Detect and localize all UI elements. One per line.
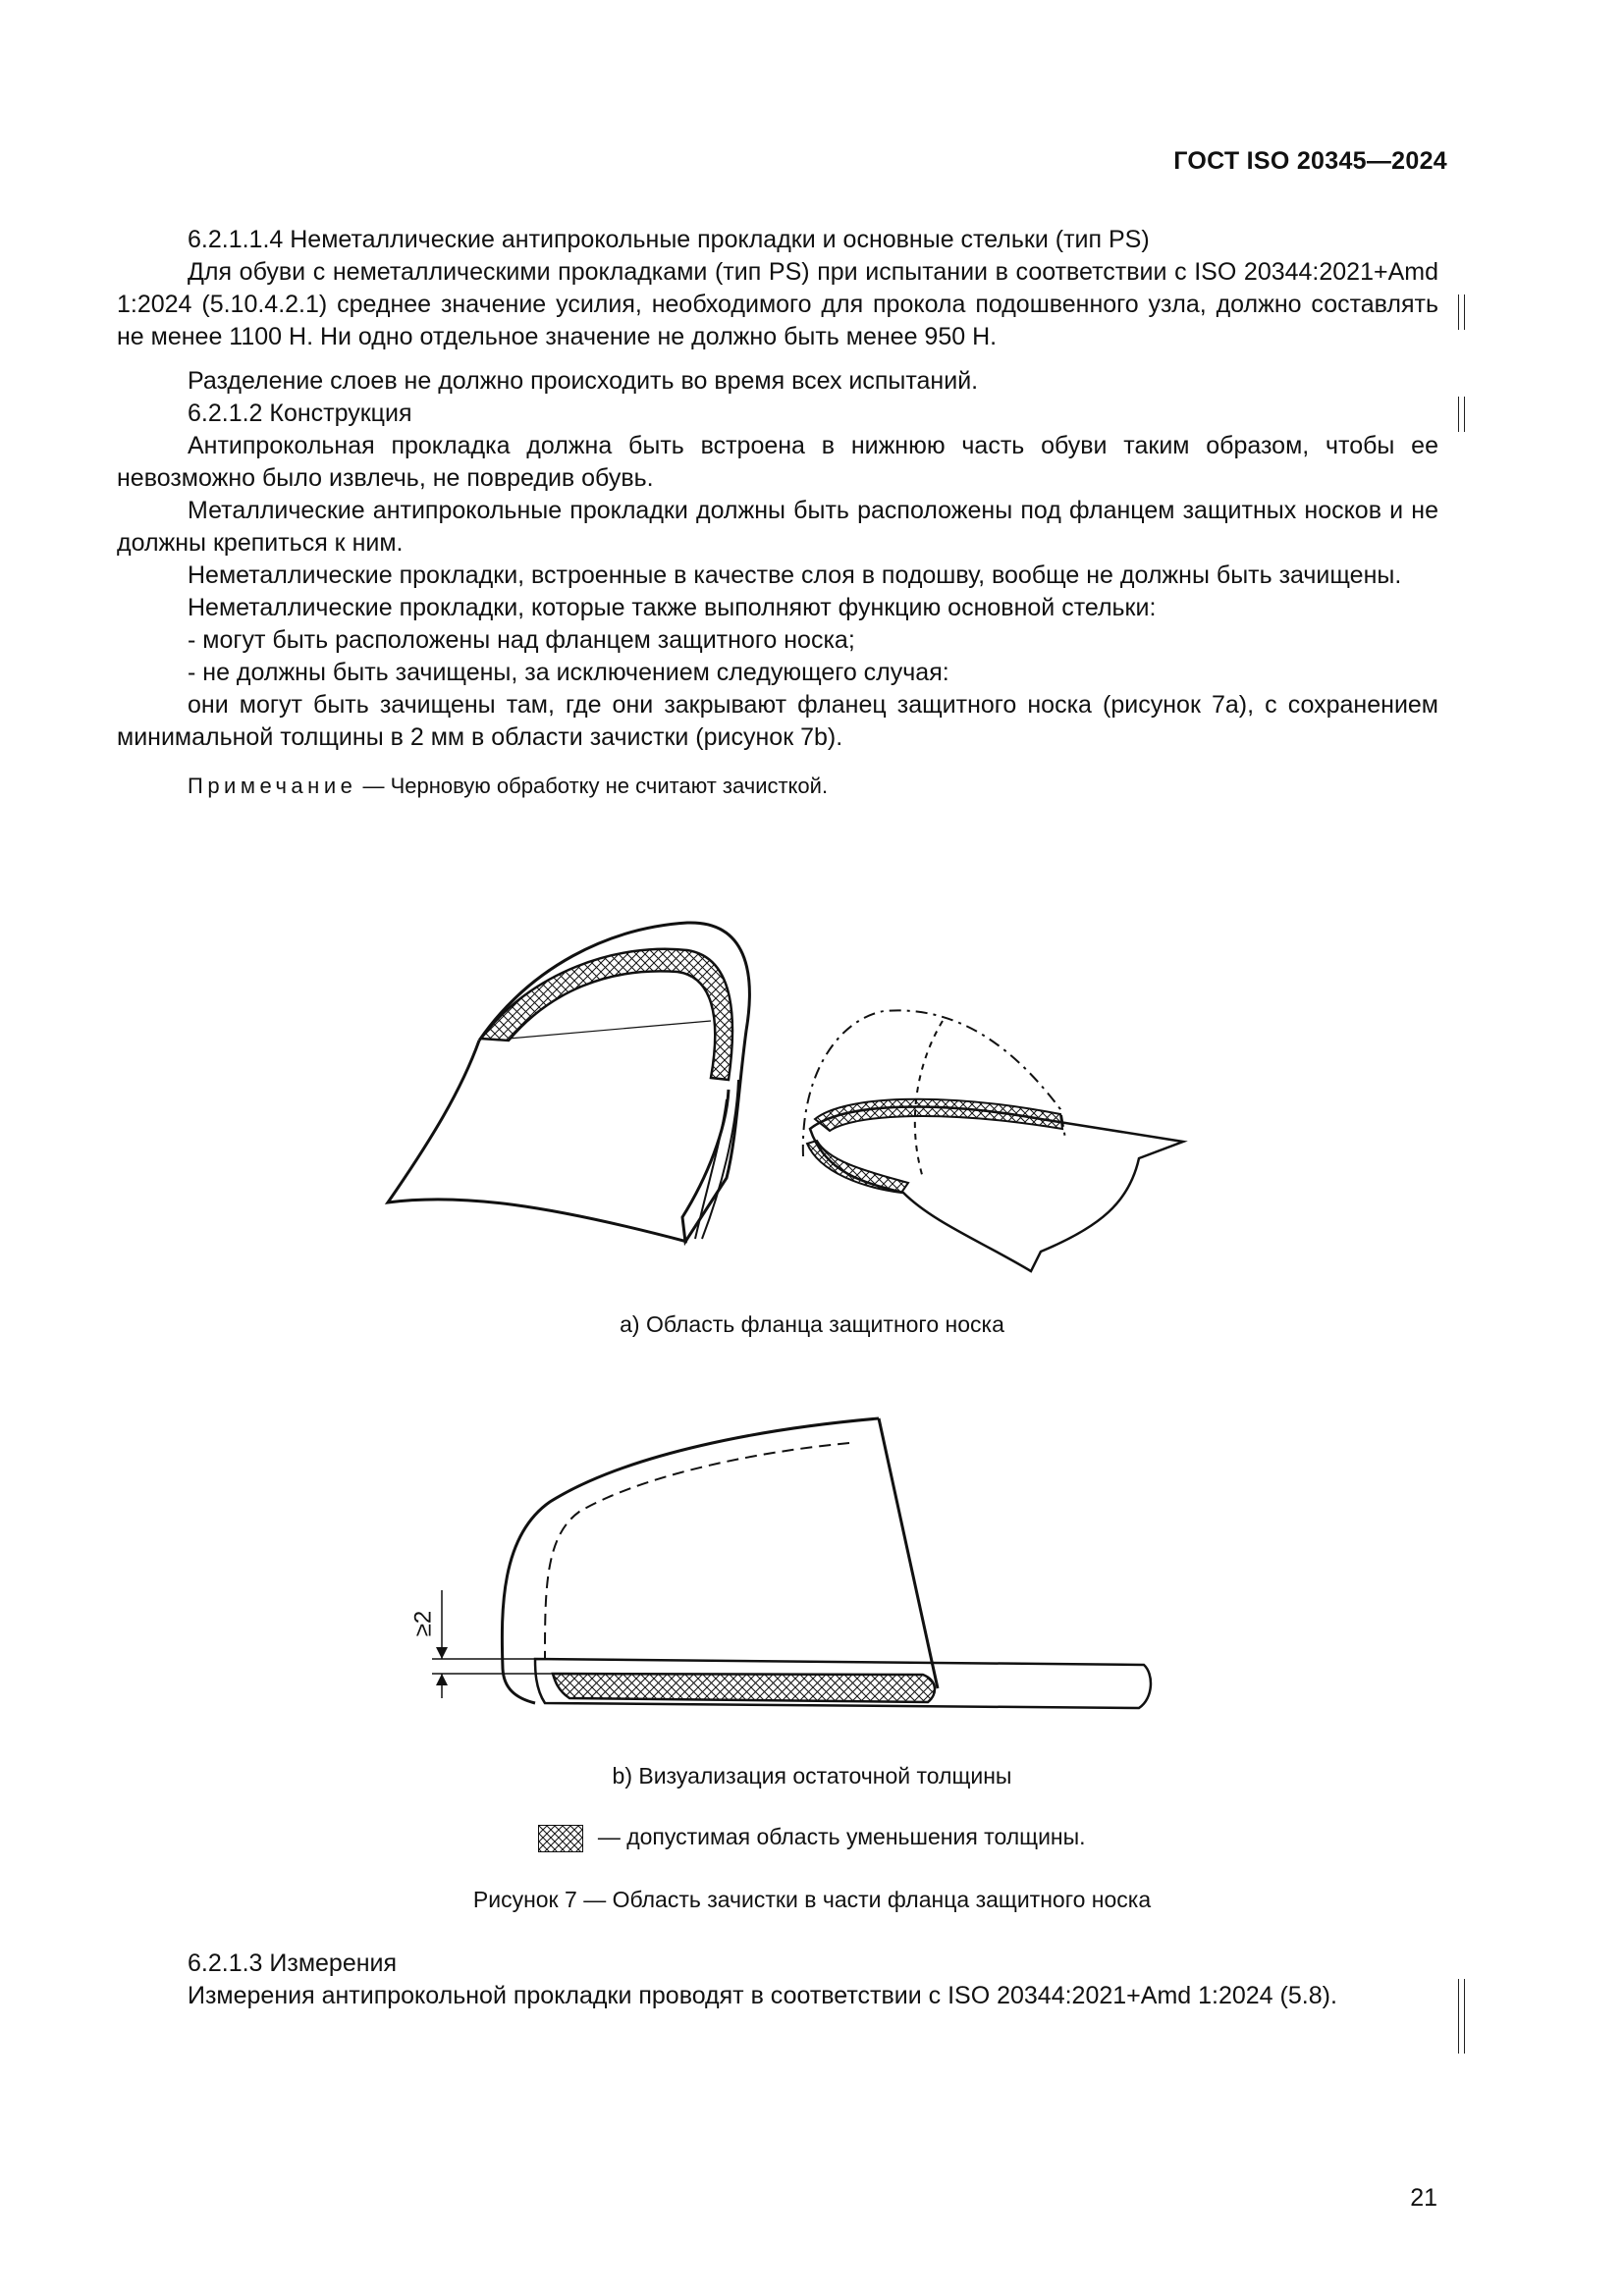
section-heading: 6.2.1.3 Измерения: [188, 1949, 398, 1977]
document-header: ГОСТ ISO 20345—2024: [1173, 147, 1447, 175]
note-text: — Черновую обработку не считают зачисткой.: [356, 774, 829, 798]
paragraph: Измерения антипрокольной прокладки проводят в соответствии с ISO 20344:2021+Amd 1:2024 (5.8).: [188, 1982, 1337, 2009]
page-number: 21: [1410, 2184, 1437, 2212]
dimension-label: ≥2: [409, 1610, 437, 1637]
list-item: - не должны быть зачищены, за исключением следующего случая:: [188, 659, 949, 686]
paragraph: 6.2.1.1.4 Неметаллические антипрокольные прокладки и основные стельки (тип PS): [188, 226, 1150, 253]
dimension-arrow: [436, 1647, 448, 1659]
paragraph: они могут быть зачищены там, где они закрывают фланец защитного носка (рисунок 7а), с сохранением минимальной толщины в 2 мм в области зачистки (рисунок 7b).: [117, 691, 1438, 751]
paragraph: Разделение слоев не должно происходить во время всех испытаний.: [188, 367, 979, 395]
caption-7a: а) Область фланца защитного носка: [620, 1311, 1004, 1337]
paragraph: Неметаллические прокладки, которые также выполняют функцию основной стельки:: [188, 594, 1157, 621]
paragraph: Для обуви с неметаллическими прокладками (тип PS) при испытании в соответствии с ISO 20344:2021+Amd 1:2024 (5.10.4.2.1) среднее значение усилия, необходимого для прокола подошвенного узла, должно составлять не менее 1100 Н. Ни одно отдельное значение не должно быть менее 950 Н.: [117, 258, 1438, 350]
paragraph: Металлические антипрокольные прокладки должны быть расположены под фланцем защитных носков и не должны крепиться к ним.: [117, 497, 1438, 557]
list-item: - могут быть расположены над фланцем защитного носка;: [188, 626, 855, 654]
hatch-swatch: [538, 1825, 583, 1852]
legend: [0, 1824, 1624, 1852]
body-text-after: [117, 1948, 1438, 2012]
caption-7b: b) Визуализация остаточной толщины: [612, 1763, 1012, 1789]
paragraph: Неметаллические прокладки, встроенные в качестве слоя в подошву, вообще не должны быть зачищены.: [188, 561, 1402, 589]
dimension-arrow: [436, 1674, 448, 1685]
paragraph: Антипрокольная прокладка должна быть встроена в нижнюю часть обуви таким образом, чтобы ее невозможно было извлечь, не повредив обувь.: [117, 432, 1438, 492]
figure-title: Рисунок 7 — Область зачистки в части фланца защитного носка: [472, 1887, 1152, 1912]
legend-text: — допустимая область уменьшения толщины.: [597, 1824, 1086, 1849]
note-label: Примечание: [188, 774, 357, 798]
section-heading: 6.2.1.2 Конструкция: [188, 400, 412, 427]
